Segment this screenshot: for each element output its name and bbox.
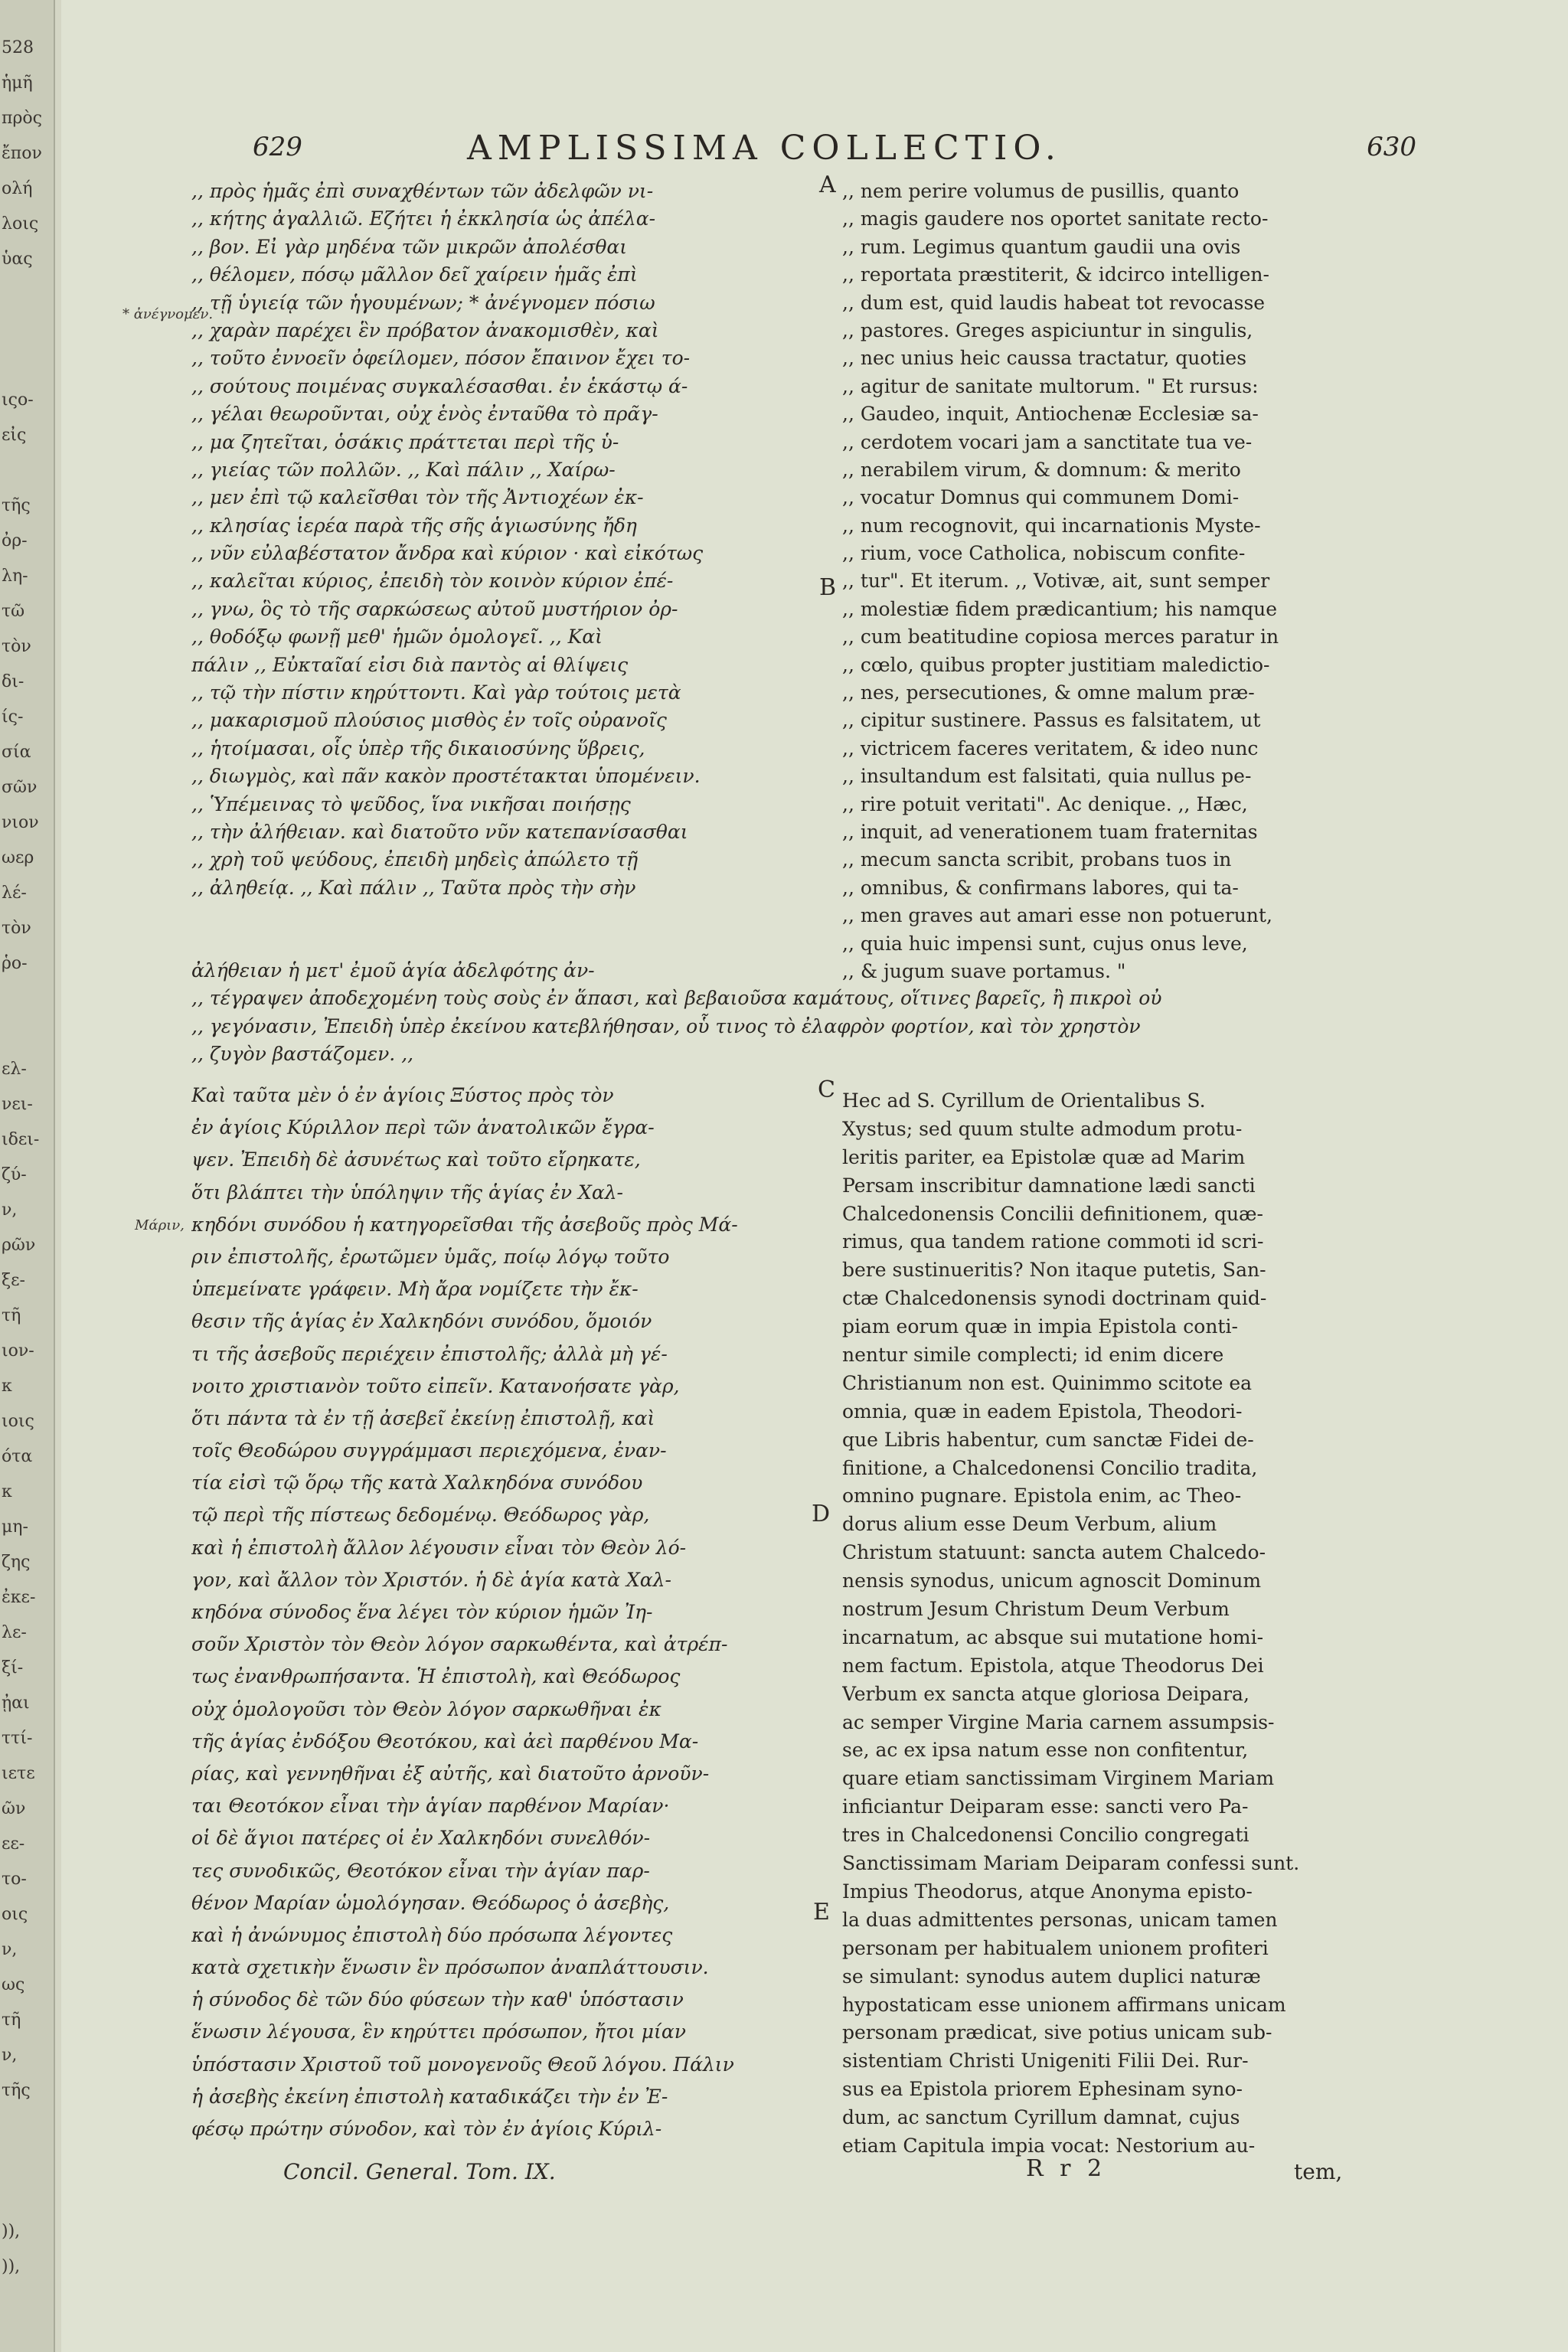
gutter-fragment: ὀρ- — [2, 531, 28, 550]
adjacent-page-edge — [0, 0, 55, 2352]
gutter-fragment: ν, — [2, 1200, 18, 1220]
greek-bottom-line: θεσιν τῆς ἁγίας ἐν Χαλκηδόνι συνόδου, ὅμοιόν — [191, 1310, 652, 1333]
gutter-fragment: )), — [2, 2222, 21, 2241]
margin-note-name: Μάριν, — [135, 1217, 185, 1233]
greek-bottom-line: νοιτο χριστιανὸν τοῦτο εἰπεῖν. Κατανοήσατε γὰρ, — [191, 1374, 680, 1397]
greek-top-line: ,, διωγμὸς, καὶ πᾶν κακὸν προστέτακται ὑπομένειν. — [191, 765, 701, 788]
latin-top-line: ,, molestiæ fidem prædicantium; his namque — [842, 597, 1277, 620]
latin-top-line: ,, magis gaudere nos oportet sanitate recto- — [842, 207, 1269, 230]
section-letter-e: E — [813, 1899, 830, 1926]
greek-top-line: ,, χαρὰν παρέχει ἓν πρόβατον ἀνακομισθὲν, καὶ — [191, 318, 659, 341]
latin-top-line: ,, nerabilem virum, & domnum: & merito — [842, 458, 1241, 481]
greek-top-line: ,, θέλομεν, πόσῳ μᾶλλον δεῖ χαίρειν ἡμᾶς ἐπὶ — [191, 263, 638, 286]
latin-top-line: ,, tur". Et iterum. ,, Votivæ, ait, sunt semper — [842, 570, 1270, 593]
greek-top-line: ,, θοδόξῳ φωνῇ μεθ' ἡμῶν ὁμολογεῖ. ,, Καὶ — [191, 626, 603, 648]
greek-bottom-line: τες συνοδικῶς, Θεοτόκον εἶναι τὴν ἁγίαν παρ- — [191, 1859, 650, 1882]
gutter-fragment: ιοις — [2, 1412, 34, 1431]
greek-top-line: ,, τὴν ἀλήθειαν. καὶ διατοῦτο νῦν κατεπανίσασθαι — [191, 820, 688, 843]
greek-bottom-line: τι τῆς ἀσεβοῦς περιέχειν ἐπιστολῆς; ἀλλὰ μὴ γέ- — [191, 1342, 668, 1365]
greek-bottom-line: ἕνωσιν λέγουσα, ἓν κηρύττει πρόσωπον, ἤτοι μίαν — [191, 2020, 686, 2043]
greek-span-line: ,, γεγόνασιν, Ἐπειδὴ ὑπὲρ ἐκείνου κατεβλήθησαν, οὗ τινος τὸ ἐλαφρὸν φορτίον, καὶ τὸν χρηστὸν — [191, 1014, 1141, 1037]
latin-top-line: ,, rum. Legimus quantum gaudii una ovis — [842, 235, 1241, 258]
gutter-fragment: κ — [2, 1482, 12, 1501]
gutter-fragment: το- — [2, 1870, 27, 1889]
greek-bottom-line: θένον Μαρίαν ὡμολόγησαν. Θεόδωρος ὁ ἀσεβὴς, — [191, 1891, 670, 1914]
latin-top-line: ,, men graves aut amari esse non potuerunt, — [842, 904, 1272, 927]
gutter-fragment: 528 — [2, 38, 34, 57]
latin-top-line: ,, omnibus, & confirmans labores, qui ta- — [842, 876, 1239, 899]
latin-top-line: ,, pastores. Greges aspiciuntur in singulis, — [842, 318, 1253, 341]
greek-top-line: ,, μεν ἐπὶ τῷ καλεῖσθαι τὸν τῆς Ἀντιοχέων ἐκ- — [191, 486, 644, 509]
gutter-fragment: λη- — [2, 567, 28, 586]
latin-bottom-line: nentur simile complecti; id enim dicere — [842, 1344, 1224, 1367]
running-title: AMPLISSIMA COLLECTIO. — [467, 129, 1062, 168]
latin-bottom-line: hypostaticam esse unionem affirmans unicam — [842, 1993, 1286, 2016]
gutter-fragment: ρῶν — [2, 1236, 36, 1255]
greek-bottom-line: τία εἰσὶ τῷ ὅρῳ τῆς κατὰ Χαλκηδόνα συνόδου — [191, 1472, 643, 1494]
greek-bottom-line: ὅτι πάντα τὰ ἐν τῇ ἀσεβεῖ ἐκείνῃ ἐπιστολῇ, καὶ — [191, 1406, 655, 1429]
latin-top-line: ,, quia huic impensi sunt, cujus onus leve, — [842, 932, 1248, 955]
gutter-fragment: ιετε — [2, 1764, 35, 1783]
latin-bottom-line: leritis pariter, ea Epistolæ quæ ad Marim — [842, 1145, 1246, 1168]
latin-bottom-line: Sanctissimam Mariam Deiparam confessi sunt. — [842, 1852, 1300, 1875]
latin-bottom-line: nem factum. Epistola, atque Theodorus Dei — [842, 1654, 1264, 1677]
gutter-fragment: τὸν — [2, 919, 31, 938]
latin-top-line: ,, nem perire volumus de pusillis, quanto — [842, 180, 1240, 202]
greek-top-line: πάλιν ,, Εὐκταῖαί εἰσι διὰ παντὸς αἱ θλίψεις — [191, 653, 629, 676]
latin-bottom-line: Christum statuunt: sancta autem Chalcedo- — [842, 1541, 1266, 1564]
greek-bottom-line: τως ἐνανθρωπήσαντα. Ἡ ἐπιστολὴ, καὶ Θεόδωρος — [191, 1665, 681, 1688]
gutter-fragment: λε- — [2, 1623, 27, 1642]
gutter-fragment: ιςο- — [2, 390, 34, 410]
greek-bottom-line: ρίας, καὶ γεννηθῆναι ἐξ αὐτῆς, καὶ διατοῦτο ἀρνοῦν- — [191, 1762, 710, 1785]
greek-bottom-line: οὐχ ὁμολογοῦσι τὸν Θεὸν λόγον σαρκωθῆναι ἐκ — [191, 1697, 662, 1720]
greek-bottom-line: οἱ δὲ ἅγιοι πατέρες οἱ ἐν Χαλκηδόνι συνελθόν- — [191, 1827, 651, 1850]
gutter-fragment: ἡμῆ — [2, 74, 33, 93]
latin-top-line: ,, inquit, ad venerationem tuam fraternitas — [842, 820, 1258, 843]
gutter-fragment: μη- — [2, 1517, 28, 1537]
gutter-fragment: ωερ — [2, 848, 34, 867]
greek-bottom-line: τῷ περὶ τῆς πίστεως δεδομένῳ. Θεόδωρος γὰρ, — [191, 1504, 650, 1527]
latin-column-upper — [842, 178, 1355, 985]
greek-top-line: ,, τοῦτο ἐννοεῖν ὀφείλομεν, πόσον ἔπαινον ἔχει το- — [191, 347, 691, 370]
greek-bottom-line: ὑπεμείνατε γράφειν. Μὴ ἄρα νομίζετε τὴν ἔκ- — [191, 1278, 639, 1301]
greek-bottom-line: ψεν. Ἐπειδὴ δὲ ἀσυνέτως καὶ τοῦτο εἴρηκατε, — [191, 1148, 641, 1171]
greek-bottom-line: φέσῳ πρώτην σύνοδον, καὶ τὸν ἐν ἁγίοις Κύριλ- — [191, 2118, 662, 2140]
gutter-fragment: τῆ — [2, 1306, 21, 1325]
greek-top-line: ,, πρὸς ἡμᾶς ἐπὶ συναχθέντων τῶν ἀδελφῶν νι- — [191, 180, 654, 202]
footer-signature-mark: R r 2 — [1026, 2155, 1107, 2182]
latin-bottom-line: etiam Capitula impia vocat: Nestorium au- — [842, 2134, 1256, 2157]
latin-top-line: ,, nes, persecutiones, & omne malum præ- — [842, 681, 1255, 704]
greek-top-line: ,, μα ζητεῖται, ὁσάκις πράττεται περὶ τῆς ὑ- — [191, 430, 619, 453]
latin-bottom-line: incarnatum, ac absque sui mutatione homi- — [842, 1625, 1264, 1648]
latin-bottom-line: finitione, a Chalcedonensi Concilio tradita, — [842, 1456, 1258, 1479]
latin-bottom-line: se, ac ex ipsa natum esse non confitentur, — [842, 1739, 1249, 1762]
greek-bottom-line: ἡ ἀσεβὴς ἐκείνη ἐπιστολὴ καταδικάζει τὴν ἐν Ἐ- — [191, 2085, 668, 2108]
greek-bottom-line: τοῖς Θεοδώρου συγγράμμασι περιεχόμενα, ἐναν- — [191, 1439, 667, 1462]
greek-top-line: ,, ἀληθείᾳ. ,, Καὶ πάλιν ,, Ταῦτα πρὸς τὴν σὴν — [191, 876, 636, 899]
greek-bottom-line: κηδόνι συνόδου ἡ κατηγορεῖσθαι τῆς ἀσεβοῦς πρὸς Μά- — [191, 1213, 738, 1236]
gutter-fragment: ιδει- — [2, 1130, 40, 1149]
latin-top-line: ,, num recognovit, qui incarnationis Myste- — [842, 514, 1261, 537]
greek-column-upper — [191, 178, 796, 902]
gutter-fragment: ῥο- — [2, 954, 28, 973]
greek-bottom-line: κατὰ σχετικὴν ἕνωσιν ἓν πρόσωπον ἀναπλάττουσιν. — [191, 1956, 709, 1979]
gutter-fragment: ολή — [2, 179, 33, 198]
gutter-fragment: δι- — [2, 672, 24, 691]
gutter-fragment: λοις — [2, 214, 39, 234]
latin-bottom-line: Chalcedonensis Concilii definitionem, quæ- — [842, 1202, 1263, 1225]
greek-bottom-line: καὶ ἡ ἐπιστολὴ ἄλλον λέγουσιν εἶναι τὸν Θεὸν λό- — [191, 1536, 687, 1559]
latin-top-line: ,, insultandum est falsitati, quia nullus pe- — [842, 765, 1252, 788]
greek-top-line: ,, τῷ τὴν πίστιν κηρύττοντι. Καὶ γὰρ τούτοις μετὰ — [191, 681, 681, 704]
greek-bottom-line: ὅτι βλάπτει τὴν ὑπόληψιν τῆς ἁγίας ἐν Χαλ- — [191, 1181, 623, 1204]
greek-bottom-line: σοῦν Χριστὸν τὸν Θεὸν λόγον σαρκωθέντα, καὶ ἀτρέπ- — [191, 1633, 728, 1656]
latin-bottom-line: dorus alium esse Deum Verbum, alium — [842, 1513, 1217, 1536]
latin-bottom-line: Hec ad S. Cyrillum de Orientalibus S. — [842, 1089, 1206, 1112]
gutter-fragment: σία — [2, 743, 31, 762]
greek-full-width-passage — [191, 957, 1355, 1069]
greek-bottom-line: τῆς ἁγίας ἐνδόξου Θεοτόκου, καὶ ἀεὶ παρθένου Μα- — [191, 1730, 699, 1753]
gutter-fragment: ξί- — [2, 1658, 24, 1677]
gutter-fragment: οις — [2, 1905, 28, 1924]
gutter-fragment: ελ- — [2, 1060, 27, 1079]
page-number-left: 629 — [253, 132, 302, 162]
greek-top-line: ,, κλησίας ἱερέα παρὰ τῆς σῆς ἁγιωσύνης ἤδη — [191, 514, 637, 537]
gutter-fragment: εἰς — [2, 426, 27, 445]
latin-bottom-line: nensis synodus, unicum agnoscit Dominum — [842, 1570, 1262, 1592]
greek-span-line: ,, ζυγὸν βαστάζομεν. ,, — [191, 1043, 414, 1066]
greek-bottom-line: ἡ σύνοδος δὲ τῶν δύο φύσεων τὴν καθ' ὑπόστασιν — [191, 1988, 684, 2011]
gutter-fragment: νει- — [2, 1095, 33, 1114]
latin-bottom-line: tres in Chalcedonensi Concilio congregati — [842, 1824, 1250, 1847]
footer-catchword: tem, — [1294, 2159, 1343, 2184]
latin-bottom-line: piam eorum quæ in impia Epistola conti- — [842, 1315, 1238, 1338]
section-letter-a: A — [819, 172, 836, 198]
greek-bottom-line: ὑπόστασιν Χριστοῦ τοῦ μονογενοῦς Θεοῦ λόγου. Πάλιν — [191, 2053, 734, 2076]
greek-top-line: ,, γιείας τῶν πολλῶν. ,, Καὶ πάλιν ,, Χαίρω- — [191, 458, 616, 481]
greek-top-line: ,, νῦν εὐλαβέστατον ἄνδρα καὶ κύριον · καὶ εἰκότως — [191, 542, 704, 565]
greek-top-line: ,, βον. Εἰ γὰρ μηδένα τῶν μικρῶν ἀπολέσθαι — [191, 235, 628, 258]
greek-bottom-line: καὶ ἡ ἀνώνυμος ἐπιστολὴ δύο πρόσωπα λέγοντες — [191, 1923, 673, 1946]
latin-bottom-line: inficiantur Deiparam esse: sancti vero Pa- — [842, 1795, 1249, 1818]
latin-bottom-line: ac semper Virgine Maria carnem assumpsis- — [842, 1710, 1275, 1733]
latin-bottom-line: dum, ac sanctum Cyrillum damnat, cujus — [842, 2106, 1240, 2129]
gutter-fragment: τῆς — [2, 2081, 31, 2100]
gutter-fragment: ιον- — [2, 1341, 34, 1361]
greek-bottom-line: Καὶ ταῦτα μὲν ὁ ἐν ἁγίοις Ξύστος πρὸς τὸν — [191, 1084, 614, 1106]
section-letter-c: C — [818, 1076, 835, 1103]
gutter-fragment: ως — [2, 1975, 25, 1994]
latin-top-line: ,, cipitur sustinere. Passus es falsitatem, ut — [842, 709, 1261, 732]
latin-bottom-line: omnino pugnare. Epistola enim, ac Theo- — [842, 1485, 1242, 1508]
section-letter-d: D — [812, 1501, 831, 1527]
latin-top-line: ,, reportata præstiterit, & idcirco intelligen- — [842, 263, 1269, 286]
gutter-fragment: ξε- — [2, 1271, 25, 1290]
latin-top-line: ,, mecum sancta scribit, probans tuos in — [842, 848, 1232, 871]
page-header — [253, 129, 1416, 175]
latin-bottom-line: ctæ Chalcedonensis synodi doctrinam quid- — [842, 1287, 1267, 1310]
gutter-fragment: ῶν — [2, 1799, 26, 1818]
latin-column-lower — [842, 1087, 1355, 2161]
latin-top-line: ,, & jugum suave portamus. " — [842, 959, 1126, 982]
latin-top-line: ,, cum beatitudine copiosa merces paratur in — [842, 626, 1279, 648]
gutter-fragment: ίς- — [2, 707, 24, 727]
latin-bottom-line: que Libris habentur, cum sanctæ Fidei de- — [842, 1428, 1254, 1451]
latin-bottom-line: quare etiam sanctissimam Virginem Mariam — [842, 1767, 1275, 1790]
greek-top-line: ,, Ὑπέμεινας τὸ ψεῦδος, ἵνα νικῆσαι ποιήσῃς — [191, 792, 631, 815]
latin-bottom-line: se simulant: synodus autem duplici naturæ — [842, 1965, 1261, 1988]
latin-top-line: ,, nec unius heic caussa tractatur, quoties — [842, 347, 1247, 370]
greek-span-line: ,, τέγραψεν ἀποδεχομένη τοὺς σοὺς ἐν ἅπασι, καὶ βεβαιοῦσα καμάτους, οἵτινες βαρεῖς, ἢ πικροὶ οὐ — [191, 987, 1162, 1010]
latin-bottom-line: omnia, quæ in eadem Epistola, Theodori- — [842, 1400, 1243, 1423]
latin-bottom-line: la duas admittentes personas, unicam tamen — [842, 1908, 1278, 1931]
gutter-fragment: )), — [2, 2257, 21, 2276]
greek-top-line: ,, γνω, ὃς τὸ τῆς σαρκώσεως αὐτοῦ μυστήριον ὀρ- — [191, 597, 678, 620]
latin-top-line: ,, rire potuit veritati". Ac denique. ,, Hæc, — [842, 792, 1248, 815]
latin-bottom-line: Persam inscribitur damnatione lædi sancti — [842, 1174, 1256, 1197]
latin-top-line: ,, dum est, quid laudis habeat tot revocasse — [842, 291, 1266, 314]
gutter-fragment: νιον — [2, 813, 39, 832]
latin-bottom-line: Xystus; sed quum stulte admodum protu- — [842, 1117, 1243, 1140]
latin-bottom-line: sus ea Epistola priorem Ephesinam syno- — [842, 2078, 1243, 2101]
gutter-fragment: ζύ- — [2, 1165, 27, 1184]
latin-top-line: ,, vocatur Domnus qui communem Domi- — [842, 486, 1240, 509]
latin-bottom-line: nostrum Jesum Christum Deum Verbum — [842, 1598, 1230, 1621]
greek-bottom-line: ριν ἐπιστολῆς, ἐρωτῶμεν ὑμᾶς, ποίῳ λόγῳ τοῦτο — [191, 1245, 670, 1268]
greek-span-line: ἀλήθειαν ἡ μετ' ἐμοῦ ἁγία ἀδελφότης ἀν- — [191, 959, 595, 982]
latin-bottom-line: Impius Theodorus, atque Anonyma episto- — [842, 1880, 1253, 1903]
greek-top-line: ,, γέλαι θεωροῦνται, οὐχ ἑνὸς ἐνταῦθα τὸ πρᾶγ- — [191, 403, 658, 426]
greek-column-lower — [191, 1080, 796, 2145]
latin-bottom-line: rimus, qua tandem ratione commoti id scri- — [842, 1230, 1264, 1253]
greek-bottom-line: ἐν ἁγίοις Κύριλλον περὶ τῶν ἀνατολικῶν ἔγρα- — [191, 1116, 655, 1139]
greek-top-line: ,, σούτους ποιμένας συγκαλέσασθαι. ἐν ἑκάστῳ ά- — [191, 374, 688, 397]
greek-top-line: ,, ἡτοίμασαι, οἷς ὑπὲρ τῆς δικαιοσύνης ὕβρεις, — [191, 737, 645, 760]
latin-top-line: ,, Gaudeo, inquit, Antiochenæ Ecclesiæ sa- — [842, 403, 1259, 426]
gutter-fragment: τὸν — [2, 637, 31, 656]
greek-top-line: ,, μακαρισμοῦ πλούσιος μισθὸς ἐν τοῖς οὐρανοῖς — [191, 709, 667, 732]
latin-bottom-line: bere sustinueritis? Non itaque putetis, San- — [842, 1259, 1266, 1282]
gutter-fragment: ἐκε- — [2, 1588, 36, 1607]
latin-bottom-line: personam per habitualem unionem profiteri — [842, 1936, 1269, 1959]
latin-top-line: ,, rium, voce Catholica, nobiscum confite- — [842, 542, 1246, 565]
gutter-fragment: τῆς — [2, 496, 31, 515]
latin-bottom-line: Christianum non est. Quinimmo scitote ea — [842, 1371, 1253, 1394]
latin-bottom-line: sistentiam Christi Unigeniti Filii Dei. Rur- — [842, 2050, 1249, 2073]
greek-bottom-line: γον, καὶ ἄλλον τὸν Χριστόν. ἡ δὲ ἁγία κατὰ Χαλ- — [191, 1568, 671, 1591]
gutter-fragment: εε- — [2, 1834, 25, 1854]
latin-bottom-line: personam prædicat, sive potius unicam sub- — [842, 2021, 1272, 2044]
gutter-fragment: ν, — [2, 2046, 18, 2065]
gutter-fragment: σῶν — [2, 778, 38, 797]
latin-top-line: ,, cerdotem vocari jam a sanctitate tua ve- — [842, 430, 1253, 453]
gutter-fragment: ἔπον — [2, 144, 42, 163]
greek-top-line: ,, χρὴ τοῦ ψεύδους, ἐπειδὴ μηδεὶς ἀπώλετο τῇ — [191, 848, 639, 871]
latin-top-line: ,, agitur de sanitate multorum. " Et rursus: — [842, 374, 1259, 397]
gutter-fragment: ὑας — [2, 250, 33, 269]
gutter-fragment: ζης — [2, 1553, 31, 1572]
latin-bottom-line: Verbum ex sancta atque gloriosa Deipara, — [842, 1682, 1250, 1705]
greek-top-line: ,, τῇ ὑγιείᾳ τῶν ἡγουμένων; * ἀνέγνομεν πόσιω — [191, 291, 655, 314]
gutter-fragment: τῶ — [2, 602, 25, 621]
greek-bottom-line: κηδόνα σύνοδος ἕνα λέγει τὸν κύριον ἡμῶν Ἰη- — [191, 1601, 653, 1623]
latin-top-line: ,, victricem faceres veritatem, & ideo nunc — [842, 737, 1259, 760]
gutter-fragment: ν, — [2, 1940, 18, 1959]
gutter-fragment: ότα — [2, 1447, 33, 1466]
page-number-right: 630 — [1367, 132, 1416, 162]
gutter-fragment: ᾖαι — [2, 1694, 30, 1713]
greek-top-line: ,, καλεῖται κύριος, ἐπειδὴ τὸν κοινὸν κύριον ἐπέ- — [191, 570, 674, 593]
footer-volume-label: Concil. General. Tom. IX. — [283, 2159, 556, 2184]
gutter-fragment: πρὸς — [2, 109, 42, 128]
margin-note-variant: * ἀνέγνομεν. — [122, 306, 214, 322]
greek-bottom-line: ται Θεοτόκον εἶναι τὴν ἁγίαν παρθένον Μαρίαν· — [191, 1795, 670, 1818]
gutter-fragment: ττί- — [2, 1729, 33, 1748]
greek-top-line: ,, κήτης ἀγαλλιῶ. Εζήτει ἡ ἐκκλησία ὡς ἀπέλα- — [191, 207, 656, 230]
gutter-fragment: τῆ — [2, 2011, 21, 2030]
gutter-fragment: κ — [2, 1377, 12, 1396]
section-letter-b: B — [819, 574, 837, 601]
gutter-fragment: λέ- — [2, 884, 27, 903]
latin-top-line: ,, cœlo, quibus propter justitiam maledictio- — [842, 653, 1270, 676]
